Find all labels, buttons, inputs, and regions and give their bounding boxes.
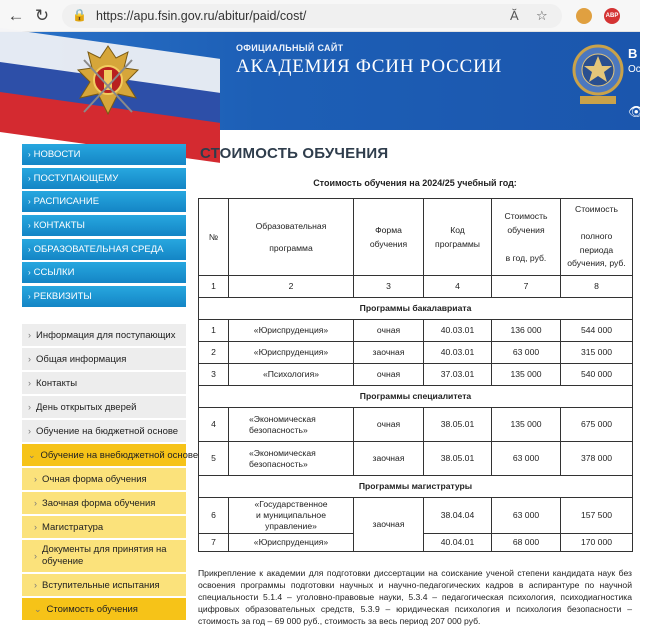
table-row [199,498,633,534]
section-row [199,298,633,320]
nav-item-applicants[interactable]: › ПОСТУПАЮЩЕМУ [22,168,186,189]
chevron-right-icon: › [28,426,31,436]
arrow-right-icon: › [28,244,31,254]
cell-full-cost: 540 000 [561,364,633,386]
lock-icon[interactable]: 🔒 [72,8,87,22]
reload-icon[interactable]: ↻ [34,6,50,25]
cell-program: «Юриспруденция» [229,534,354,552]
cell-num: 1 [199,320,229,342]
nav-item-requisites[interactable]: › РЕКВИЗИТЫ [22,286,186,307]
fsin-emblem-icon[interactable] [66,40,150,124]
read-aloud-icon[interactable]: Ă [510,8,519,23]
cell-program: «Психология» [229,364,354,386]
cell-year-cost: 135 000 [492,408,561,442]
extension-icon[interactable] [576,8,592,24]
table-row [199,342,633,364]
header-cell: Стоимость обучения в год, руб. [492,199,561,276]
nav-item-news[interactable]: › НОВОСТИ [22,144,186,165]
cell-year-cost: 63 000 [492,442,561,476]
table-row [199,320,633,342]
subnav-item-contacts[interactable]: › Контакты [22,372,186,394]
eye-icon[interactable]: 👁 [628,104,645,119]
cell-code: 38.04.04 [424,498,492,534]
chevron-right-icon: › [28,330,31,340]
header-cell: Образовательная программа [229,199,354,276]
cell-code: 37.03.01 [424,364,492,386]
main-navigation [22,144,186,310]
cell-form: заочная [354,498,424,552]
column-number: 1 [199,276,229,298]
subnav-item-full-time[interactable]: › Очная форма обучения [22,468,186,490]
section-row [199,386,633,408]
adblock-icon[interactable]: ABP [604,8,620,24]
subnav-item-part-time[interactable]: › Заочная форма обучения [22,492,186,514]
url-text[interactable]: https://apu.fsin.gov.ru/abitur/paid/cost/ [96,9,307,23]
cell-form: очная [354,320,424,342]
table-row [199,442,633,476]
subnav-item-general-info[interactable]: › Общая информация [22,348,186,370]
table-row [199,408,633,442]
cell-code: 40.04.01 [424,534,492,552]
cell-num: 3 [199,364,229,386]
subnav-item-documents[interactable]: › Документы для принятия на обучение [22,540,186,572]
chevron-right-icon: › [28,354,31,364]
header-cell: Форма обучения [354,199,424,276]
nav-item-contacts[interactable]: › КОНТАКТЫ [22,215,186,236]
header-cell: № [199,199,229,276]
chevron-right-icon: › [34,522,37,532]
cell-program: «Юриспруденция» [229,320,354,342]
cell-program: «Юриспруденция» [229,342,354,364]
subnav-item-applicant-info[interactable]: › Информация для поступающих [22,324,186,346]
arrow-right-icon: › [28,150,31,159]
table-caption: Стоимость обучения на 2024/25 учебный год: [313,178,517,188]
cell-form: заочная [354,342,424,364]
arrow-right-icon: › [28,292,31,302]
chevron-right-icon: › [28,402,31,412]
cell-num: 4 [199,408,229,442]
cost-table [198,198,633,552]
address-bar[interactable] [62,4,562,28]
arrow-right-icon: › [28,197,31,207]
site-header [0,32,645,130]
cell-program: «Экономическая безопасность» [229,408,354,442]
browser-toolbar [0,0,640,32]
star-icon[interactable]: ☆ [536,8,548,23]
chevron-right-icon: › [28,378,31,388]
cell-form: очная [354,364,424,386]
header-fragment: Ос [628,64,641,75]
arrow-right-icon: › [28,221,31,231]
cell-code: 40.03.01 [424,342,492,364]
cell-form: очная [354,408,424,442]
cell-code: 38.05.01 [424,408,492,442]
cell-program: «Государственное и муниципальное управление» [229,498,354,534]
subnav-item-paid[interactable]: ⌄ Обучение на внебюджетной основе [22,444,186,466]
chevron-right-icon: › [34,474,37,484]
postgraduate-note: Прикрепление к академии для подготовки диссертации на соискание ученой степени кандидата наук без освоения программы подготовки научных и научно-педагогических кадров в аспирантуре по научной специальности 5.1.4 – уголовно-правовые науки, 5.3.4 – педагогическая психология, психодиагностика цифровых образовательных средств, 5.3.9 – юридическая психология и психология безопасности – стоимость за год – 69 000 руб., стоимость за весь период 207 000 руб. [198,568,632,626]
column-number: 2 [229,276,354,298]
section-bachelor: Программы бакалавриата [199,298,633,320]
nav-item-education-env[interactable]: › ОБРАЗОВАТЕЛЬНАЯ СРЕДА [22,239,186,260]
subnav-item-cost[interactable]: ⌄ Стоимость обучения [22,598,186,620]
column-number: 4 [424,276,492,298]
site-subtitle: ОФИЦИАЛЬНЫЙ САЙТ [236,43,344,53]
subnav-item-exams[interactable]: › Вступительные испытания [22,574,186,596]
cell-num: 6 [199,498,229,534]
cell-program: «Экономическая безопасность» [229,442,354,476]
section-navigation [22,324,199,622]
cell-num: 5 [199,442,229,476]
cell-full-cost: 315 000 [561,342,633,364]
table-header-row [199,199,633,276]
cell-full-cost: 157 500 [561,498,633,534]
nav-item-schedule[interactable]: › РАСПИСАНИЕ [22,191,186,212]
table-row [199,364,633,386]
cell-year-cost: 68 000 [492,534,561,552]
chevron-right-icon: › [34,580,37,590]
cell-year-cost: 135 000 [492,364,561,386]
subnav-item-master[interactable]: › Магистратура [22,516,186,538]
column-number: 8 [561,276,633,298]
arrow-right-icon: › [28,173,31,183]
header-fragment: В [628,46,638,61]
header-cell: Код программы [424,199,492,276]
cell-code: 38.05.01 [424,442,492,476]
cell-year-cost: 136 000 [492,320,561,342]
subnav-item-budget[interactable]: › Обучение на бюджетной основе [22,420,186,442]
subnav-item-open-day[interactable]: › День открытых дверей [22,396,186,418]
column-number: 7 [492,276,561,298]
section-master: Программы магистратуры [199,476,633,498]
cell-full-cost: 675 000 [561,408,633,442]
cell-year-cost: 63 000 [492,342,561,364]
cell-num: 2 [199,342,229,364]
page-title: СТОИМОСТЬ ОБУЧЕНИЯ [200,145,389,162]
cell-full-cost: 170 000 [561,534,633,552]
cell-form: заочная [354,442,424,476]
arrow-left-icon[interactable]: ← [7,6,25,25]
chevron-right-icon: › [34,498,37,508]
site-title[interactable]: АКАДЕМИЯ ФСИН РОССИИ [236,56,503,77]
column-number-row [199,276,633,298]
arrow-right-icon: › [28,268,31,278]
cell-year-cost: 63 000 [492,498,561,534]
cell-code: 40.03.01 [424,320,492,342]
section-specialist: Программы специалитета [199,386,633,408]
cell-full-cost: 544 000 [561,320,633,342]
nav-item-links[interactable]: › ССЫЛКИ [22,262,186,283]
chevron-right-icon: › [34,551,37,561]
chevron-down-icon: ⌄ [34,603,42,614]
academy-seal-icon [572,40,624,110]
column-number: 3 [354,276,424,298]
cell-full-cost: 378 000 [561,442,633,476]
cell-num: 7 [199,534,229,552]
chevron-down-icon: ⌄ [28,449,36,460]
header-cell: Стоимость полного периода обучения, руб. [561,199,633,276]
section-row [199,476,633,498]
